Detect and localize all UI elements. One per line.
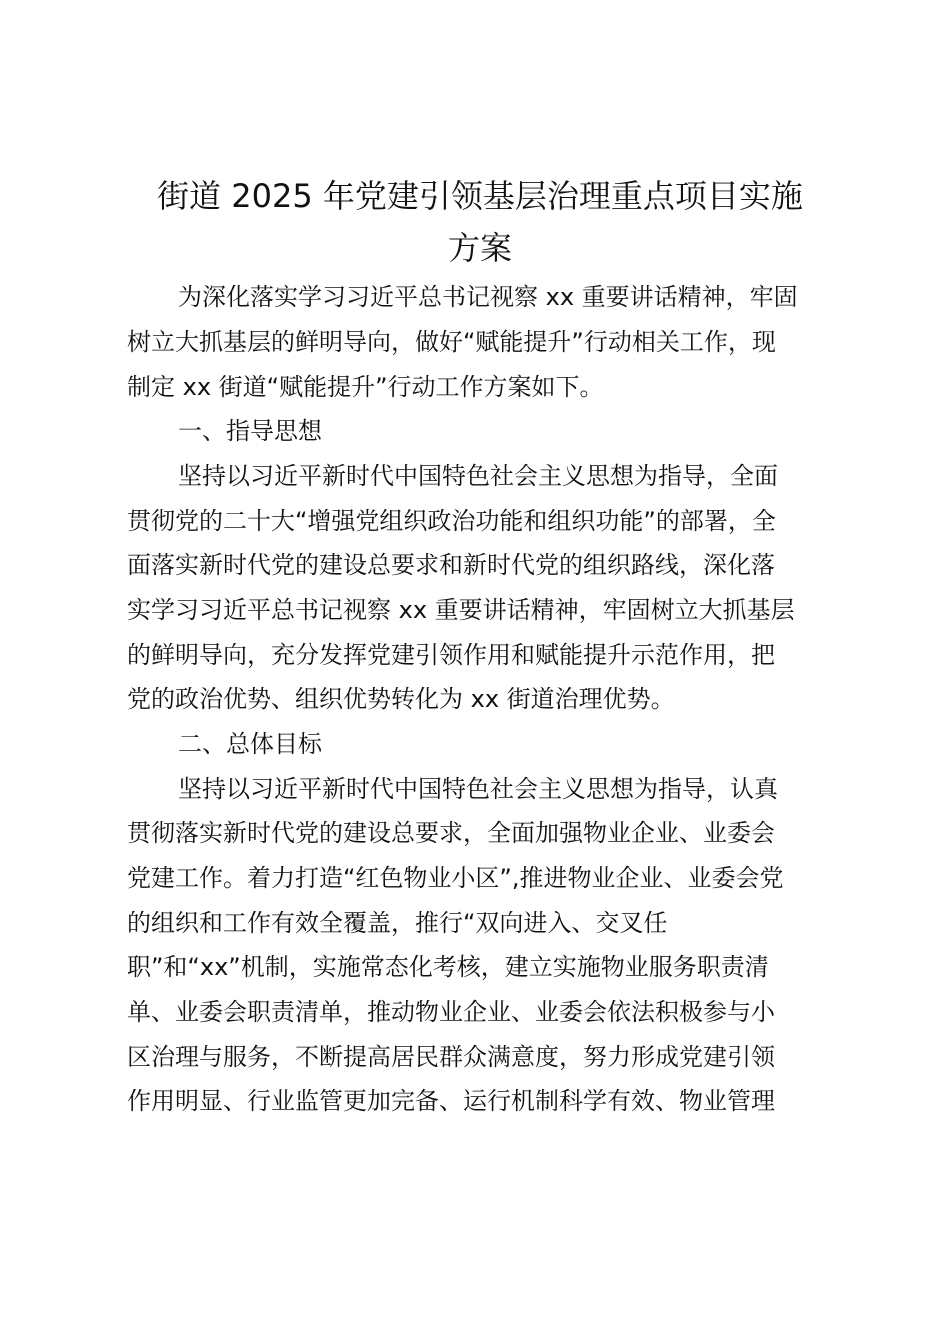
paragraph-line: 的鲜明导向，充分发挥党建引领作用和赋能提升示范作用，把 bbox=[127, 641, 775, 669]
paragraph-line: 作用明显、行业监管更加完备、运行机制科学有效、物业管理 bbox=[127, 1087, 775, 1115]
paragraph-line: 单、业委会职责清单，推动物业企业、业委会依法积极参与小 bbox=[127, 998, 775, 1026]
paragraph-line: 制定 xx 街道“赋能提升”行动工作方案如下。 bbox=[127, 373, 604, 401]
paragraph-line: 面落实新时代党的建设总要求和新时代党的组织路线，深化落 bbox=[127, 551, 775, 579]
paragraph-line: 区治理与服务，不断提高居民群众满意度，努力形成党建引领 bbox=[127, 1043, 775, 1071]
paragraph-line: 坚持以习近平新时代中国特色社会主义思想为指导，全面 bbox=[178, 462, 778, 490]
paragraph-line: 实学习习近平总书记视察 xx 重要讲话精神，牢固树立大抓基层 bbox=[127, 596, 795, 624]
section-heading: 一、指导思想 bbox=[178, 417, 322, 445]
title-line-1: 街道 2025 年党建引领基层治理重点项目实施 bbox=[157, 177, 803, 215]
section-heading: 二、总体目标 bbox=[178, 730, 322, 758]
paragraph-line: 树立大抓基层的鲜明导向，做好“赋能提升”行动相关工作，现 bbox=[127, 328, 776, 356]
paragraph-line: 党建工作。着力打造“红色物业小区”,推进物业企业、业委会党 bbox=[127, 864, 784, 892]
paragraph-line: 贯彻落实新时代党的建设总要求，全面加强物业企业、业委会 bbox=[127, 819, 775, 847]
paragraph-line: 的组织和工作有效全覆盖，推行“双向进入、交叉任 bbox=[127, 909, 668, 937]
paragraph-line: 贯彻党的二十大“增强党组织政治功能和组织功能”的部署，全 bbox=[127, 507, 776, 535]
document-title bbox=[110, 170, 850, 274]
paragraph-line: 职”和“xx”机制，实施常态化考核，建立实施物业服务职责清 bbox=[127, 953, 769, 981]
paragraph-line: 党的政治优势、组织优势转化为 xx 街道治理优势。 bbox=[127, 685, 675, 713]
paragraph-line: 为深化落实学习习近平总书记视察 xx 重要讲话精神，牢固 bbox=[178, 283, 798, 311]
paragraph-line: 坚持以习近平新时代中国特色社会主义思想为指导，认真 bbox=[178, 775, 778, 803]
title-line-2: 方案 bbox=[447, 229, 512, 267]
